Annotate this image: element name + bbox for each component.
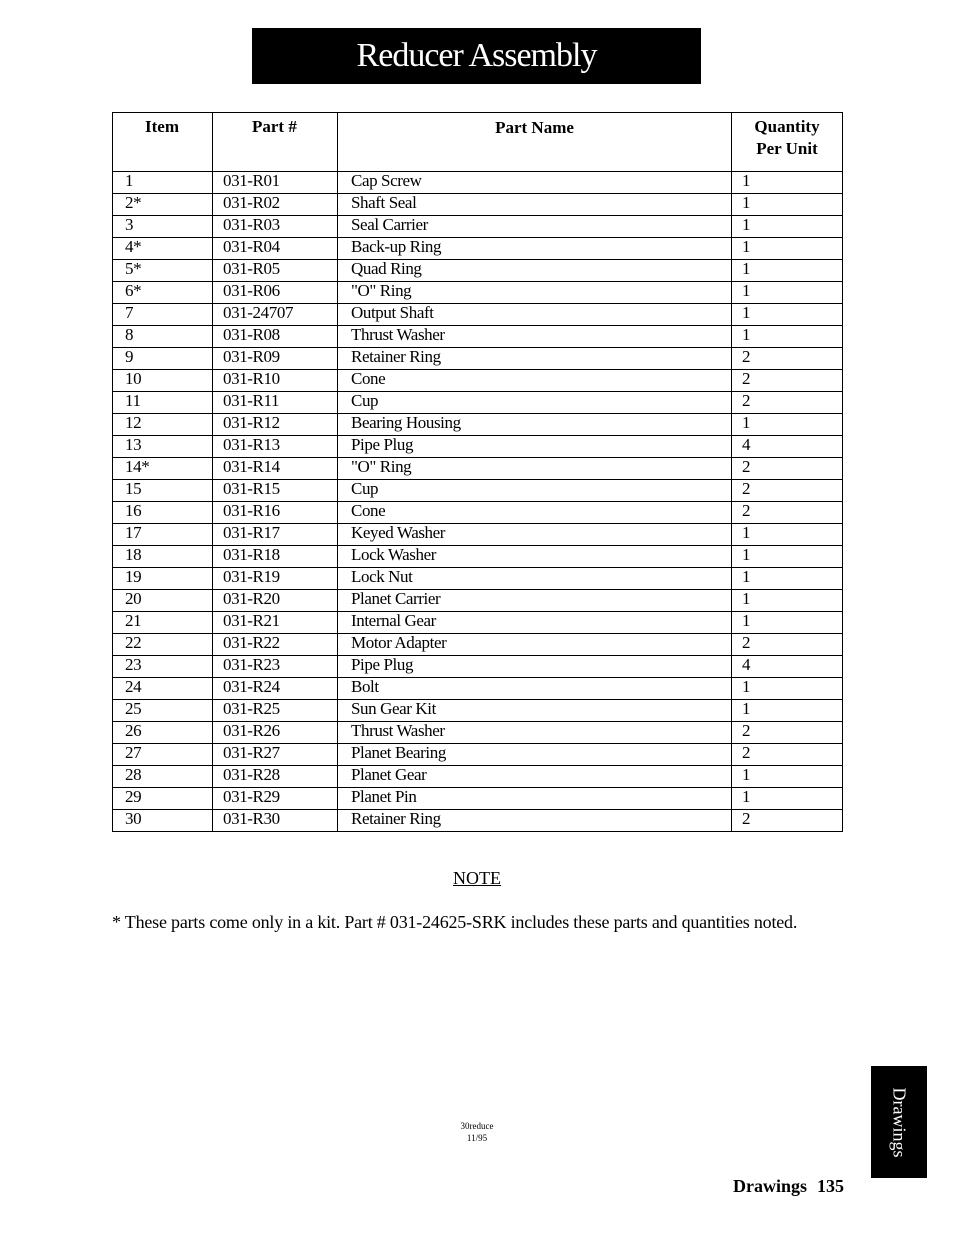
cell-part-name: Retainer Ring	[338, 348, 732, 370]
table-row	[113, 304, 843, 326]
cell-part-name: Retainer Ring	[338, 810, 732, 832]
cell-quantity: 1	[732, 414, 843, 436]
table-row	[113, 348, 843, 370]
cell-quantity: 2	[732, 348, 843, 370]
header-quantity	[732, 113, 843, 172]
header-quantity-line1: Quantity	[754, 117, 820, 136]
cell-part-name: Planet Carrier	[338, 590, 732, 612]
cell-item: 24	[113, 678, 213, 700]
table-row	[113, 480, 843, 502]
cell-part-name: Cone	[338, 502, 732, 524]
cell-quantity: 2	[732, 634, 843, 656]
table-row	[113, 700, 843, 722]
cell-part-name: Internal Gear	[338, 612, 732, 634]
cell-quantity: 4	[732, 656, 843, 678]
table-row	[113, 568, 843, 590]
cell-part-number: 031-R05	[213, 260, 338, 282]
page-number: 135	[817, 1176, 844, 1196]
cell-part-number: 031-R15	[213, 480, 338, 502]
footer-section: Drawings	[732, 1176, 807, 1196]
cell-part-name: Back-up Ring	[338, 238, 732, 260]
table-row	[113, 744, 843, 766]
document-code	[427, 1120, 527, 1144]
cell-part-number: 031-R19	[213, 568, 338, 590]
page-title: Reducer Assembly	[252, 28, 701, 84]
cell-part-name: Seal Carrier	[338, 216, 732, 238]
cell-item: 12	[113, 414, 213, 436]
cell-quantity: 1	[732, 238, 843, 260]
cell-part-name: Output Shaft	[338, 304, 732, 326]
document-code-date: 11/95	[466, 1133, 488, 1143]
table-row	[113, 766, 843, 788]
table-row	[113, 810, 843, 832]
cell-quantity: 2	[732, 370, 843, 392]
cell-item: 20	[113, 590, 213, 612]
table-row	[113, 194, 843, 216]
header-part-number: Part #	[213, 113, 338, 172]
cell-part-name: Shaft Seal	[338, 194, 732, 216]
header-row	[113, 113, 843, 172]
cell-item: 9	[113, 348, 213, 370]
cell-item: 30	[113, 810, 213, 832]
cell-part-number: 031-R13	[213, 436, 338, 458]
cell-quantity: 1	[732, 326, 843, 348]
cell-part-name: Pipe Plug	[338, 656, 732, 678]
cell-item: 3	[113, 216, 213, 238]
table-row	[113, 524, 843, 546]
table-row	[113, 260, 843, 282]
cell-quantity: 1	[732, 172, 843, 194]
note-heading: NOTE	[453, 868, 501, 888]
table-row	[113, 436, 843, 458]
cell-part-number: 031-R09	[213, 348, 338, 370]
table-row	[113, 788, 843, 810]
cell-part-number: 031-R02	[213, 194, 338, 216]
cell-part-number: 031-R23	[213, 656, 338, 678]
cell-quantity: 1	[732, 612, 843, 634]
cell-part-number: 031-R10	[213, 370, 338, 392]
cell-quantity: 2	[732, 810, 843, 832]
cell-part-name: Cup	[338, 392, 732, 414]
cell-part-number: 031-R17	[213, 524, 338, 546]
cell-item: 29	[113, 788, 213, 810]
header-part-name: Part Name	[338, 113, 732, 172]
cell-part-name: Sun Gear Kit	[338, 700, 732, 722]
cell-part-number: 031-R28	[213, 766, 338, 788]
cell-quantity: 2	[732, 502, 843, 524]
table-row	[113, 392, 843, 414]
cell-item: 4*	[113, 238, 213, 260]
table-row	[113, 216, 843, 238]
cell-quantity: 1	[732, 788, 843, 810]
table-row	[113, 612, 843, 634]
table-row	[113, 590, 843, 612]
cell-part-number: 031-R20	[213, 590, 338, 612]
cell-part-name: Lock Washer	[338, 546, 732, 568]
cell-item: 1	[113, 172, 213, 194]
cell-part-number: 031-R24	[213, 678, 338, 700]
cell-part-name: "O" Ring	[338, 282, 732, 304]
table-row	[113, 678, 843, 700]
header-quantity-line2: Per Unit	[756, 139, 818, 158]
cell-quantity: 1	[732, 700, 843, 722]
table-row	[113, 502, 843, 524]
cell-part-name: Cap Screw	[338, 172, 732, 194]
cell-part-number: 031-R25	[213, 700, 338, 722]
cell-quantity: 1	[732, 678, 843, 700]
cell-part-number: 031-R18	[213, 546, 338, 568]
cell-item: 16	[113, 502, 213, 524]
section-tab	[871, 1066, 927, 1178]
cell-item: 7	[113, 304, 213, 326]
table-row	[113, 656, 843, 678]
cell-quantity: 1	[732, 304, 843, 326]
cell-item: 14*	[113, 458, 213, 480]
cell-quantity: 1	[732, 766, 843, 788]
table-row	[113, 326, 843, 348]
cell-quantity: 1	[732, 568, 843, 590]
cell-part-number: 031-R11	[213, 392, 338, 414]
cell-part-name: Lock Nut	[338, 568, 732, 590]
cell-part-number: 031-R14	[213, 458, 338, 480]
cell-item: 5*	[113, 260, 213, 282]
cell-item: 22	[113, 634, 213, 656]
cell-item: 10	[113, 370, 213, 392]
cell-quantity: 1	[732, 260, 843, 282]
cell-part-name: Pipe Plug	[338, 436, 732, 458]
table-row	[113, 634, 843, 656]
cell-quantity: 1	[732, 524, 843, 546]
table-row	[113, 414, 843, 436]
cell-part-name: Planet Gear	[338, 766, 732, 788]
cell-item: 13	[113, 436, 213, 458]
cell-item: 6*	[113, 282, 213, 304]
cell-item: 8	[113, 326, 213, 348]
cell-part-name: Thrust Washer	[338, 722, 732, 744]
parts-table-body	[113, 172, 843, 832]
cell-item: 21	[113, 612, 213, 634]
cell-part-name: Planet Pin	[338, 788, 732, 810]
cell-part-number: 031-R21	[213, 612, 338, 634]
cell-quantity: 2	[732, 480, 843, 502]
cell-part-number: 031-R16	[213, 502, 338, 524]
cell-quantity: 1	[732, 282, 843, 304]
cell-quantity: 1	[732, 546, 843, 568]
cell-item: 15	[113, 480, 213, 502]
cell-part-number: 031-R29	[213, 788, 338, 810]
cell-part-name: Motor Adapter	[338, 634, 732, 656]
cell-item: 2*	[113, 194, 213, 216]
cell-item: 19	[113, 568, 213, 590]
note-text: * These parts come only in a kit. Part # 031-24625-SRK includes these parts and quantities noted.	[112, 912, 798, 932]
cell-part-number: 031-R30	[213, 810, 338, 832]
cell-part-number: 031-R26	[213, 722, 338, 744]
cell-quantity: 2	[732, 722, 843, 744]
cell-quantity: 1	[732, 194, 843, 216]
cell-item: 17	[113, 524, 213, 546]
cell-quantity: 2	[732, 744, 843, 766]
cell-part-number: 031-R12	[213, 414, 338, 436]
cell-part-name: Bolt	[338, 678, 732, 700]
page-footer	[700, 1176, 844, 1197]
table-row	[113, 172, 843, 194]
cell-item: 28	[113, 766, 213, 788]
section-tab-label: Drawings	[889, 1087, 910, 1157]
cell-part-number: 031-R01	[213, 172, 338, 194]
cell-part-number: 031-R08	[213, 326, 338, 348]
cell-item: 26	[113, 722, 213, 744]
cell-item: 18	[113, 546, 213, 568]
table-row	[113, 370, 843, 392]
table-row	[113, 282, 843, 304]
parts-table	[112, 112, 843, 832]
cell-quantity: 4	[732, 436, 843, 458]
cell-part-number: 031-24707	[213, 304, 338, 326]
cell-item: 23	[113, 656, 213, 678]
table-row	[113, 458, 843, 480]
cell-part-name: Planet Bearing	[338, 744, 732, 766]
cell-part-name: Keyed Washer	[338, 524, 732, 546]
cell-item: 11	[113, 392, 213, 414]
cell-part-name: Cup	[338, 480, 732, 502]
table-row	[113, 546, 843, 568]
table-row	[113, 238, 843, 260]
cell-quantity: 2	[732, 458, 843, 480]
cell-quantity: 1	[732, 216, 843, 238]
cell-part-name: Thrust Washer	[338, 326, 732, 348]
document-code-name: 30reduce	[460, 1121, 494, 1131]
cell-part-number: 031-R04	[213, 238, 338, 260]
cell-quantity: 1	[732, 590, 843, 612]
cell-quantity: 2	[732, 392, 843, 414]
cell-part-number: 031-R22	[213, 634, 338, 656]
table-row	[113, 722, 843, 744]
cell-part-number: 031-R06	[213, 282, 338, 304]
cell-part-name: Cone	[338, 370, 732, 392]
parts-table-header	[113, 113, 843, 172]
cell-part-number: 031-R27	[213, 744, 338, 766]
cell-part-name: Bearing Housing	[338, 414, 732, 436]
cell-item: 25	[113, 700, 213, 722]
cell-part-name: "O" Ring	[338, 458, 732, 480]
cell-part-number: 031-R03	[213, 216, 338, 238]
cell-item: 27	[113, 744, 213, 766]
header-item: Item	[113, 113, 213, 172]
cell-part-name: Quad Ring	[338, 260, 732, 282]
